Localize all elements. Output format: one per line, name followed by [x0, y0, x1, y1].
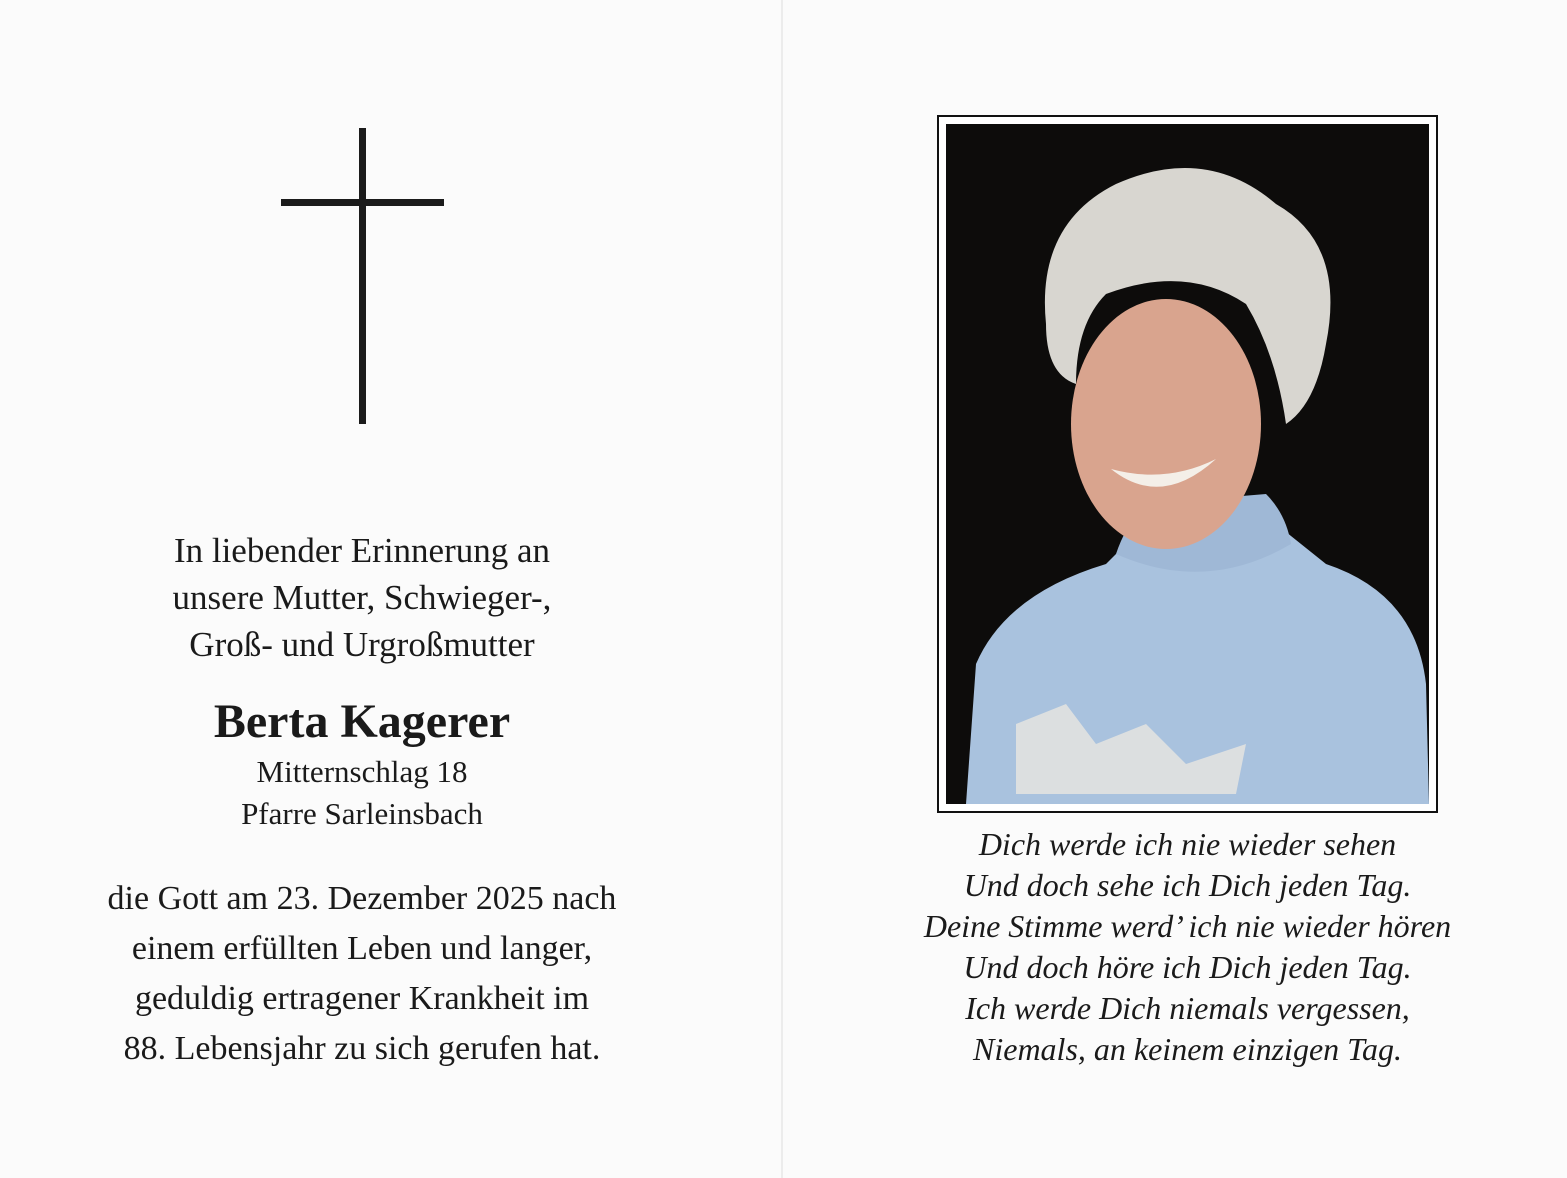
address-line: Pfarre Sarleinsbach [241, 796, 483, 831]
intro-line: In liebender Erinnerung an [173, 531, 551, 570]
deceased-name: Berta Kagerer [213, 695, 511, 748]
card-fold-line [781, 0, 783, 1178]
portrait-photo [946, 124, 1429, 804]
poem-line: Dich werde ich nie wieder sehen [978, 826, 1397, 862]
intro-line: unsere Mutter, Schwieger-, [172, 578, 552, 617]
face [1071, 299, 1261, 549]
notice-line: die Gott am 23. Dezember 2025 nach [107, 880, 617, 917]
poem-line: Und doch höre ich Dich jeden Tag. [963, 949, 1412, 985]
poem-line: Ich werde Dich niemals vergessen, [965, 990, 1410, 1026]
address-line: Mitternschlag 18 [256, 754, 468, 789]
poem-line: Deine Stimme werd’ ich nie wieder hören [923, 908, 1452, 944]
notice-line: 88. Lebensjahr zu sich gerufen hat. [123, 1030, 601, 1067]
cross-vertical-bar [359, 128, 366, 424]
portrait-frame [937, 115, 1438, 813]
cross-horizontal-bar [281, 199, 444, 206]
poem-line: Und doch sehe ich Dich jeden Tag. [963, 867, 1412, 903]
notice-line: geduldig ertragener Krankheit im [134, 980, 590, 1017]
intro-line: Groß- und Urgroßmutter [189, 625, 535, 664]
portrait-illustration [946, 124, 1429, 804]
memorial-poem [860, 824, 1515, 1070]
intro-text [62, 527, 662, 668]
poem-line: Niemals, an keinem einzigen Tag. [973, 1031, 1402, 1067]
address [62, 751, 662, 835]
death-notice-text [42, 874, 682, 1074]
notice-line: einem erfüllten Leben und langer, [131, 930, 593, 967]
